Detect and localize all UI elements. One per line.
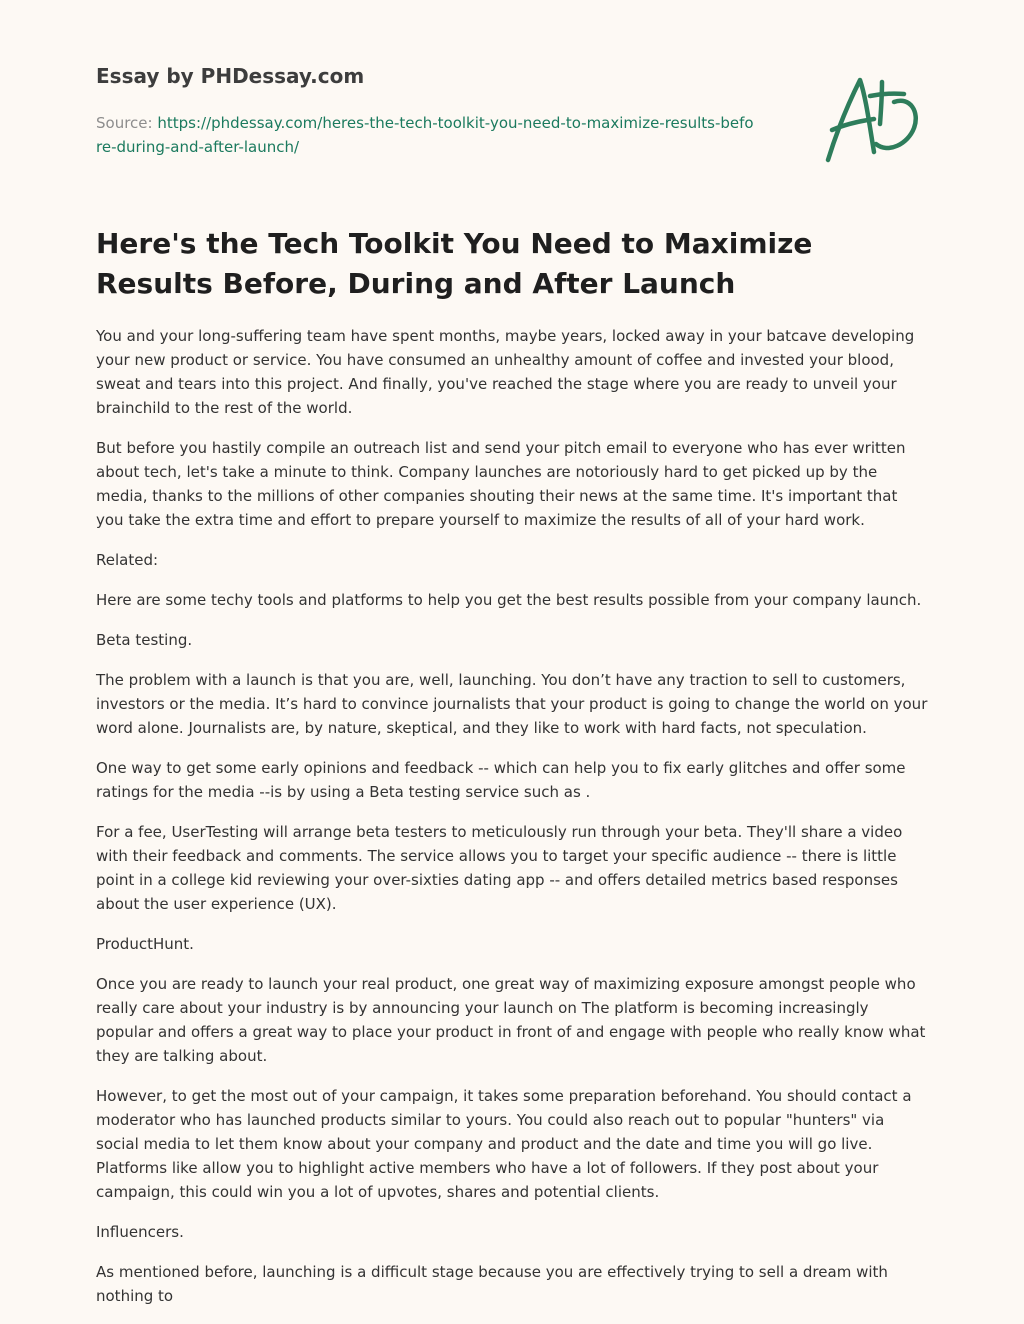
- paragraph: Once you are ready to launch your real product, one great way of maximizing exposure amongst people who really care about your industry is by announcing your launch on The platform is becoming increasingly popular and offers a great way to place your product in front of and engage with people who really know what they are talking about.: [96, 975, 926, 1065]
- paragraph: Here are some techy tools and platforms to help you get the best results possible from your company launch.: [96, 591, 922, 609]
- essay-title: Here's the Tech Toolkit You Need to Maximize Results Before, During and After Launch: [96, 227, 813, 300]
- source-line: [96, 111, 756, 159]
- paragraph: But before you hastily compile an outreach list and send your pitch email to everyone who has ever written about tech, let's take a minute to think. Company launches are notoriously hard to get picked up by the media, thanks to the millions of other companies shouting their news at the same time. It's important that you take the extra time and effort to prepare yourself to maximize the results of all of your hard work.: [96, 439, 906, 529]
- paragraph: Related:: [96, 551, 159, 569]
- essay-body: [96, 324, 928, 1324]
- paragraph: The problem with a launch is that you are, well, launching. You don’t have any traction to sell to customers, investors or the media. It’s hard to convince journalists that your product is going to change the world on your word alone. Journalists are, by nature, skeptical, and they like to work with hard facts, not speculation.: [96, 671, 928, 737]
- paragraph: One way to get some early opinions and feedback -- which can help you to fix early glitches and offer some ratings for the media --is by using a Beta testing service such as .: [96, 759, 906, 801]
- section-heading: Beta testing.: [96, 631, 193, 649]
- a-plus-logo-icon: [822, 68, 926, 164]
- section-heading: Influencers.: [96, 1223, 184, 1241]
- paragraph: For a fee, UserTesting will arrange beta testers to meticulously run through your beta. They'll share a video with their feedback and comments. The service allows you to target your specific audience -- there is little point in a college kid reviewing your over-sixties dating app -- and offers detailed metrics based responses about the user experience (UX).: [96, 823, 903, 913]
- paragraph: You and your long-suffering team have spent months, maybe years, locked away in your batcave developing your new product or service. You have consumed an unhealthy amount of coffee and invested your blood, sweat and tears into this project. And finally, you've reached the stage where you are ready to unveil your brainchild to the rest of the world.: [96, 327, 915, 417]
- source-label: Source:: [96, 114, 153, 132]
- paragraph: As mentioned before, launching is a difficult stage because you are effectively trying to sell a dream with nothing to: [96, 1263, 888, 1305]
- paragraph: However, to get the most out of your campaign, it takes some preparation beforehand. You should contact a moderator who has launched products similar to yours. You could also reach out to popular "hunters" via social media to let them know about your company and product and the date and time you will go live. Platforms like allow you to highlight active members who have a lot of followers. If they post about your campaign, this could win you a lot of upvotes, shares and potential clients.: [96, 1087, 912, 1201]
- source-link[interactable]: https://phdessay.com/heres-the-tech-toolkit-you-need-to-maximize-results-before-during-and-after-launch/: [96, 114, 754, 156]
- site-title: Essay by PHDessay.com: [96, 64, 365, 88]
- section-heading: ProductHunt.: [96, 935, 194, 953]
